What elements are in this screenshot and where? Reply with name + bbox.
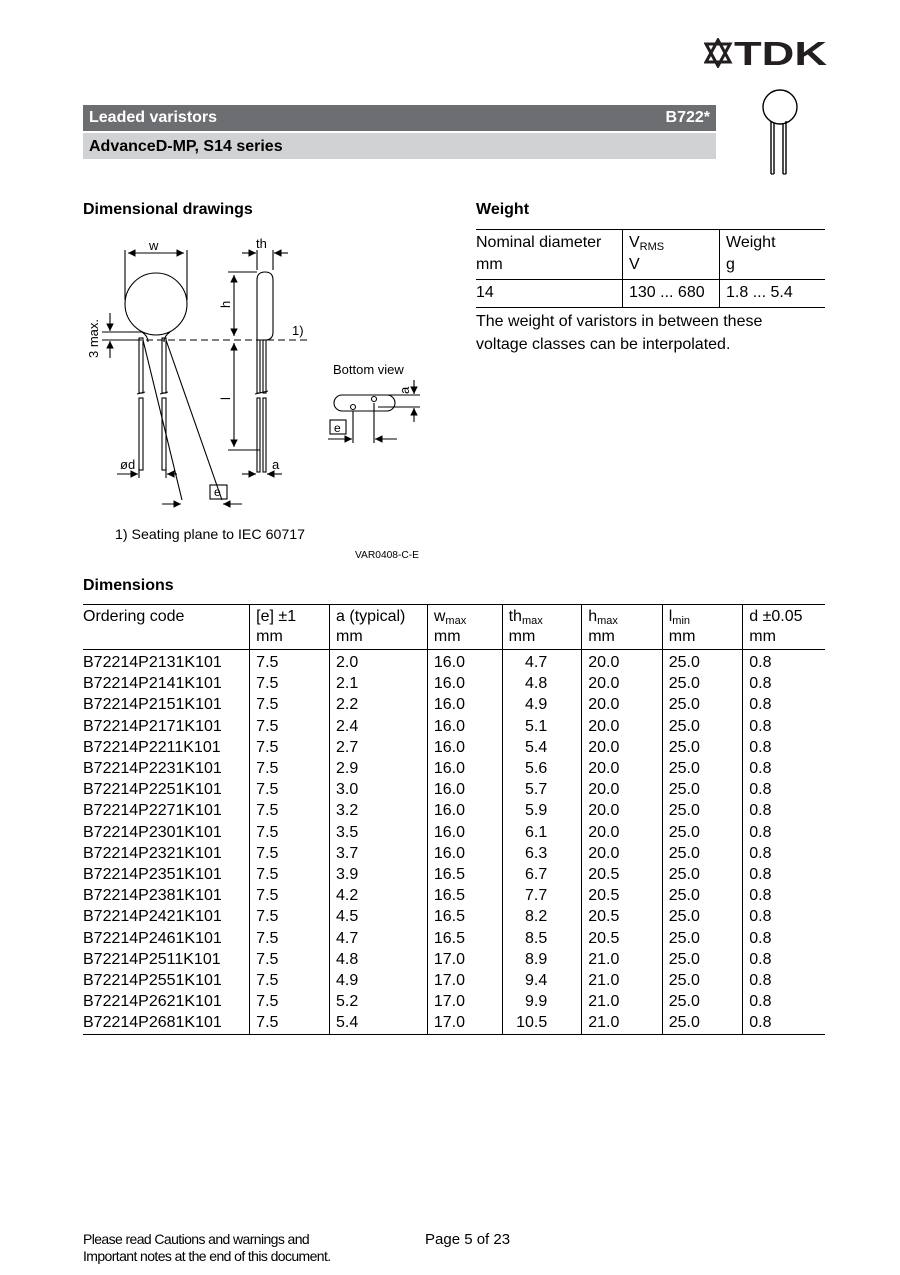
table-row bbox=[83, 800, 825, 821]
series-title: AdvanceD-MP, S14 series bbox=[89, 138, 283, 155]
ordering-code-cell: B72214P2681K101 bbox=[83, 1012, 250, 1034]
column-header: $w_{max}$ mm bbox=[427, 605, 502, 650]
footer-warning bbox=[83, 1231, 331, 1265]
table-cell: 0.8 bbox=[743, 1012, 825, 1034]
table-cell: 0.8 bbox=[743, 800, 825, 821]
table-cell: 20.0 bbox=[582, 737, 663, 758]
figure-code: VAR0408-C-E bbox=[355, 550, 420, 561]
table-cell: 25.0 bbox=[662, 800, 743, 821]
table-cell: 25.0 bbox=[662, 779, 743, 800]
table-cell: 7.5 bbox=[250, 1012, 330, 1034]
table-cell: 7.5 bbox=[250, 970, 330, 991]
weight-note: The weight of varistors in between these voltage classes can be interpolated. bbox=[476, 313, 763, 353]
weight-header-weight: Weight g bbox=[720, 230, 826, 280]
column-header: d ±0.05 mm bbox=[743, 605, 825, 650]
table-cell: 0.8 bbox=[743, 673, 825, 694]
table-cell: 8.2 bbox=[502, 906, 582, 927]
table-row bbox=[83, 737, 825, 758]
table-cell: 25.0 bbox=[662, 758, 743, 779]
table-row bbox=[83, 1012, 825, 1034]
product-code: B722* bbox=[665, 109, 710, 126]
ordering-code-cell: B72214P2321K101 bbox=[83, 844, 222, 862]
tdk-logo bbox=[704, 38, 828, 68]
varistor-thumbnail-icon bbox=[758, 88, 802, 180]
ordering-code-cell: B72214P2141K101 bbox=[83, 675, 222, 693]
table-cell: 0.8 bbox=[743, 991, 825, 1012]
column-header: [e] ±1 mm bbox=[250, 605, 330, 650]
side-view bbox=[228, 250, 288, 474]
category-title: Leaded varistors bbox=[89, 109, 218, 126]
table-cell: 16.0 bbox=[427, 779, 502, 800]
table-cell: 7.5 bbox=[250, 949, 330, 970]
table-cell: 25.0 bbox=[662, 1012, 743, 1034]
table-row bbox=[83, 991, 825, 1012]
table-row bbox=[83, 843, 825, 864]
table-cell: 4.9 bbox=[502, 694, 582, 715]
dimensional-drawing bbox=[82, 228, 442, 568]
table-cell: 7.5 bbox=[250, 650, 330, 674]
table-cell: 4.2 bbox=[330, 885, 428, 906]
table-cell: 17.0 bbox=[427, 1012, 502, 1034]
table-cell: 4.5 bbox=[330, 906, 428, 927]
table-cell: 5.9 bbox=[502, 800, 582, 821]
page-number: Page 5 of 23 bbox=[425, 1231, 511, 1248]
label-e-bottom: e bbox=[334, 421, 341, 435]
table-cell: 0.8 bbox=[743, 716, 825, 737]
table-cell: 0.8 bbox=[743, 906, 825, 927]
table-cell: 16.5 bbox=[427, 864, 502, 885]
table-cell: 2.7 bbox=[330, 737, 428, 758]
table-cell: 0.8 bbox=[743, 650, 825, 674]
table-cell: 20.5 bbox=[582, 906, 663, 927]
table-cell: 4.8 bbox=[502, 673, 582, 694]
table-cell: 9.9 bbox=[502, 991, 582, 1012]
table-row bbox=[83, 716, 825, 737]
table-cell: 5.4 bbox=[330, 1012, 428, 1034]
table-cell: 16.0 bbox=[427, 843, 502, 864]
table-cell: 2.9 bbox=[330, 758, 428, 779]
table-cell: 5.1 bbox=[502, 716, 582, 737]
table-cell: 7.5 bbox=[250, 843, 330, 864]
table-cell: 20.5 bbox=[582, 864, 663, 885]
table-cell: 7.5 bbox=[250, 800, 330, 821]
ordering-code-cell: B72214P2461K101 bbox=[83, 929, 222, 947]
table-cell: 0.8 bbox=[743, 970, 825, 991]
label-3max: 3 max. bbox=[86, 318, 101, 358]
label-e: e bbox=[214, 485, 221, 499]
weight-table bbox=[476, 229, 825, 308]
table-cell: 7.5 bbox=[250, 758, 330, 779]
table-row bbox=[83, 694, 825, 715]
label-note-ref: 1) bbox=[292, 323, 304, 338]
column-header: $l_{min}$ mm bbox=[662, 605, 743, 650]
table-cell: 6.3 bbox=[502, 843, 582, 864]
ordering-code-cell: B72214P2271K101 bbox=[83, 802, 222, 820]
table-cell: 7.5 bbox=[250, 991, 330, 1012]
ordering-code-cell: B72214P2381K101 bbox=[83, 887, 222, 905]
label-l: l bbox=[218, 397, 233, 400]
table-cell: 16.5 bbox=[427, 906, 502, 927]
drawing-section-title: Dimensional drawings bbox=[83, 201, 253, 218]
label-w: w bbox=[149, 238, 159, 253]
table-cell: 20.0 bbox=[582, 822, 663, 843]
table-cell: 25.0 bbox=[662, 991, 743, 1012]
table-cell: 0.8 bbox=[743, 694, 825, 715]
weight-cell: 14 bbox=[476, 280, 623, 308]
table-cell: 20.0 bbox=[582, 694, 663, 715]
ordering-code-cell: B72214P2151K101 bbox=[83, 696, 222, 714]
table-cell: 8.5 bbox=[502, 928, 582, 949]
table-cell: 25.0 bbox=[662, 843, 743, 864]
table-cell: 0.8 bbox=[743, 949, 825, 970]
table-cell: 25.0 bbox=[662, 650, 743, 674]
table-cell: 4.7 bbox=[330, 928, 428, 949]
ordering-code-cell: B72214P2511K101 bbox=[83, 950, 221, 968]
table-cell: 5.4 bbox=[502, 737, 582, 758]
table-cell: 7.5 bbox=[250, 779, 330, 800]
table-row bbox=[83, 779, 825, 800]
column-header: Ordering code bbox=[83, 605, 250, 650]
table-cell: 7.7 bbox=[502, 885, 582, 906]
table-cell: 3.9 bbox=[330, 864, 428, 885]
table-cell: 7.5 bbox=[250, 822, 330, 843]
table-cell: 20.0 bbox=[582, 843, 663, 864]
table-cell: 2.0 bbox=[330, 650, 428, 674]
table-row bbox=[83, 970, 825, 991]
weight-header-diameter: Nominal diameter mm bbox=[476, 230, 623, 280]
table-cell: 25.0 bbox=[662, 737, 743, 758]
table-cell: 5.7 bbox=[502, 779, 582, 800]
ordering-code-cell: B72214P2231K101 bbox=[83, 760, 222, 778]
table-cell: 25.0 bbox=[662, 885, 743, 906]
table-cell: 4.8 bbox=[330, 949, 428, 970]
table-cell: 3.5 bbox=[330, 822, 428, 843]
table-cell: 25.0 bbox=[662, 716, 743, 737]
table-row bbox=[83, 650, 825, 674]
drawing-footnote: 1) Seating plane to IEC 60717 bbox=[115, 526, 306, 542]
ordering-code-cell: B72214P2171K101 bbox=[83, 717, 222, 735]
weight-header-vrms: $V_{RMS}$ V bbox=[623, 230, 720, 280]
label-h: h bbox=[218, 300, 233, 308]
ordering-code-cell: B72214P2551K101 bbox=[83, 972, 222, 990]
table-cell: 0.8 bbox=[743, 843, 825, 864]
table-cell: 16.0 bbox=[427, 758, 502, 779]
weight-cell: 1.8 ... 5.4 bbox=[720, 280, 826, 308]
table-cell: 25.0 bbox=[662, 673, 743, 694]
table-cell: 6.1 bbox=[502, 822, 582, 843]
header-bar bbox=[83, 105, 716, 131]
table-cell: 20.5 bbox=[582, 928, 663, 949]
table-cell: 25.0 bbox=[662, 928, 743, 949]
table-cell: 25.0 bbox=[662, 970, 743, 991]
table-cell: 25.0 bbox=[662, 864, 743, 885]
table-cell: 16.5 bbox=[427, 928, 502, 949]
table-cell: 25.0 bbox=[662, 694, 743, 715]
table-cell: 16.0 bbox=[427, 822, 502, 843]
table-cell: 5.6 bbox=[502, 758, 582, 779]
table-cell: 16.5 bbox=[427, 885, 502, 906]
table-row bbox=[83, 758, 825, 779]
table-cell: 7.5 bbox=[250, 673, 330, 694]
table-cell: 0.8 bbox=[743, 864, 825, 885]
table-cell: 0.8 bbox=[743, 737, 825, 758]
table-cell: 20.5 bbox=[582, 885, 663, 906]
table-cell: 3.2 bbox=[330, 800, 428, 821]
weight-section-title: Weight bbox=[476, 201, 530, 218]
table-cell: 20.0 bbox=[582, 779, 663, 800]
column-header: $th_{max}$ mm bbox=[502, 605, 582, 650]
table-cell: 5.2 bbox=[330, 991, 428, 1012]
table-row bbox=[83, 928, 825, 949]
table-cell: 7.5 bbox=[250, 864, 330, 885]
series-bar bbox=[83, 133, 716, 159]
table-row bbox=[83, 673, 825, 694]
table-cell: 20.0 bbox=[582, 800, 663, 821]
table-cell: 20.0 bbox=[582, 758, 663, 779]
table-row bbox=[83, 906, 825, 927]
table-cell: 8.9 bbox=[502, 949, 582, 970]
table-cell: 16.0 bbox=[427, 650, 502, 674]
table-cell: 6.7 bbox=[502, 864, 582, 885]
table-cell: 3.7 bbox=[330, 843, 428, 864]
table-cell: 20.0 bbox=[582, 673, 663, 694]
label-a: a bbox=[272, 457, 280, 472]
table-row bbox=[83, 885, 825, 906]
table-cell: 4.7 bbox=[502, 650, 582, 674]
table-cell: 2.2 bbox=[330, 694, 428, 715]
table-cell: 10.5 bbox=[502, 1012, 582, 1034]
table-cell: 17.0 bbox=[427, 991, 502, 1012]
table-cell: 16.0 bbox=[427, 737, 502, 758]
table-row bbox=[476, 280, 825, 308]
ordering-code-cell: B72214P2131K101 bbox=[83, 654, 222, 671]
table-cell: 16.0 bbox=[427, 673, 502, 694]
table-cell: 21.0 bbox=[582, 1012, 663, 1034]
table-cell: 25.0 bbox=[662, 949, 743, 970]
label-d: ød bbox=[120, 457, 136, 472]
table-cell: 9.4 bbox=[502, 970, 582, 991]
table-cell: 25.0 bbox=[662, 822, 743, 843]
table-cell: 25.0 bbox=[662, 906, 743, 927]
tdk-wordmark: TDK bbox=[734, 38, 828, 68]
ordering-code-cell: B72214P2421K101 bbox=[83, 908, 222, 926]
table-cell: 20.0 bbox=[582, 650, 663, 674]
table-cell: 16.0 bbox=[427, 694, 502, 715]
ordering-code-cell: B72214P2301K101 bbox=[83, 823, 222, 841]
column-header: a (typical) mm bbox=[330, 605, 428, 650]
table-cell: 4.9 bbox=[330, 970, 428, 991]
table-cell: 16.0 bbox=[427, 800, 502, 821]
ordering-code-cell: B72214P2211K101 bbox=[83, 738, 221, 756]
table-cell: 21.0 bbox=[582, 991, 663, 1012]
table-cell: 20.0 bbox=[582, 716, 663, 737]
dimensions-table bbox=[83, 604, 825, 1035]
table-cell: 7.5 bbox=[250, 737, 330, 758]
table-cell: 0.8 bbox=[743, 779, 825, 800]
table-cell: 0.8 bbox=[743, 758, 825, 779]
ordering-code-cell: B72214P2251K101 bbox=[83, 781, 222, 799]
table-cell: 17.0 bbox=[427, 970, 502, 991]
label-bottom-view: Bottom view bbox=[333, 362, 404, 377]
label-a-bottom: a bbox=[397, 386, 412, 394]
table-cell: 3.0 bbox=[330, 779, 428, 800]
table-cell: 7.5 bbox=[250, 694, 330, 715]
dimensions-section-title: Dimensions bbox=[83, 577, 174, 594]
table-cell: 0.8 bbox=[743, 885, 825, 906]
table-cell: 2.1 bbox=[330, 673, 428, 694]
ordering-code-cell: B72214P2621K101 bbox=[83, 993, 222, 1011]
table-row bbox=[83, 822, 825, 843]
table-cell: 21.0 bbox=[582, 970, 663, 991]
table-cell: 17.0 bbox=[427, 949, 502, 970]
footer-warning-line1: Please read Cautions and warnings and bbox=[83, 1231, 310, 1247]
table-cell: 0.8 bbox=[743, 928, 825, 949]
table-cell: 21.0 bbox=[582, 949, 663, 970]
table-cell: 16.0 bbox=[427, 716, 502, 737]
tdk-emblem-icon bbox=[706, 40, 730, 66]
table-row bbox=[83, 949, 825, 970]
table-cell: 0.8 bbox=[743, 822, 825, 843]
table-row bbox=[83, 864, 825, 885]
table-cell: 2.4 bbox=[330, 716, 428, 737]
ordering-code-cell: B72214P2351K101 bbox=[83, 866, 222, 884]
footer-warning-line2: Important notes at the end of this document. bbox=[83, 1248, 331, 1264]
table-cell: 7.5 bbox=[250, 928, 330, 949]
table-cell: 7.5 bbox=[250, 716, 330, 737]
weight-cell: 130 ... 680 bbox=[623, 280, 720, 308]
column-header: $h_{max}$ mm bbox=[582, 605, 663, 650]
table-cell: 7.5 bbox=[250, 885, 330, 906]
label-th: th bbox=[256, 236, 267, 251]
table-cell: 7.5 bbox=[250, 906, 330, 927]
